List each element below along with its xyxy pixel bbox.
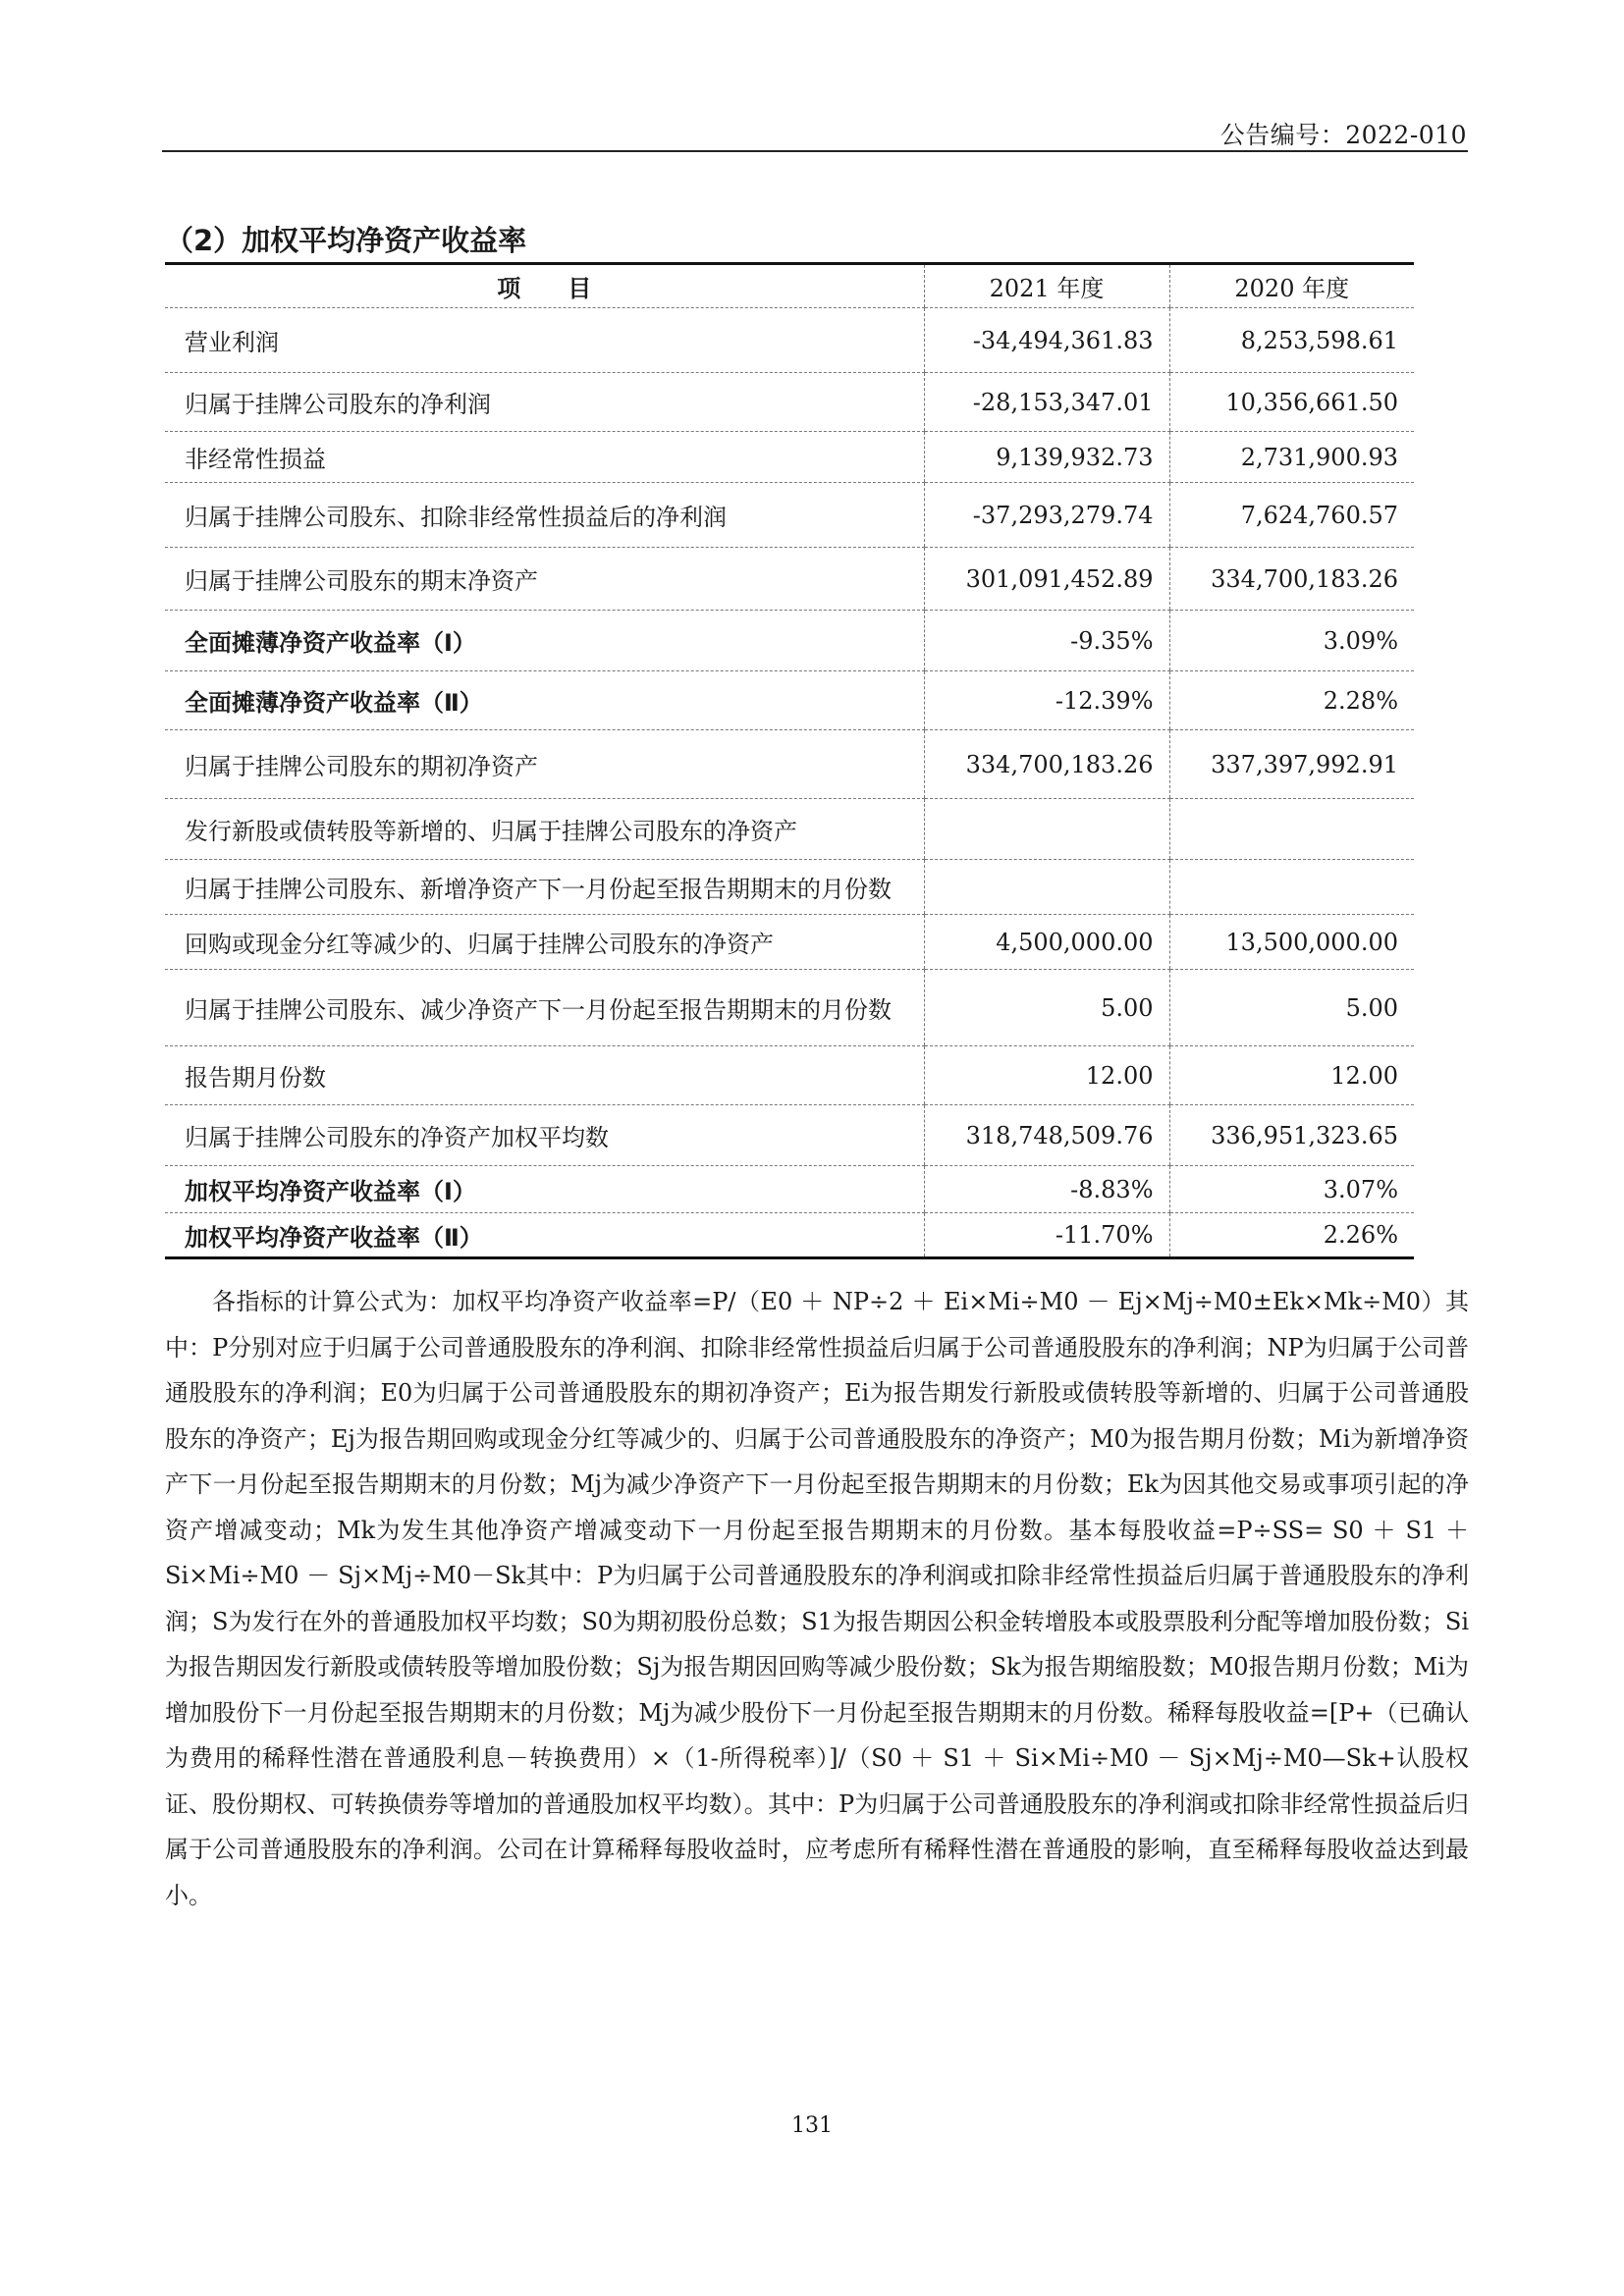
value-2021: 301,091,452.89 (924, 548, 1169, 611)
value-2020: 10,356,661.50 (1169, 373, 1414, 432)
value-2021: 4,500,000.00 (924, 915, 1169, 970)
table-row (165, 915, 1414, 970)
table-row (165, 970, 1414, 1046)
row-label: 加权平均净资产收益率（Ⅱ） (165, 1213, 924, 1258)
value-2021 (924, 799, 1169, 860)
header-item: 项 目 (165, 264, 924, 308)
value-2021: -8.83% (924, 1166, 1169, 1213)
table-row (165, 432, 1414, 483)
value-2020: 336,951,323.65 (1169, 1105, 1414, 1166)
value-2020 (1169, 860, 1414, 915)
value-2021: 334,700,183.26 (924, 730, 1169, 799)
value-2021: 9,139,932.73 (924, 432, 1169, 483)
table-row (165, 1046, 1414, 1105)
table-row (165, 1166, 1414, 1213)
value-2021: 12.00 (924, 1046, 1169, 1105)
row-label: 全面摊薄净资产收益率（Ⅰ） (165, 611, 924, 671)
row-label: 全面摊薄净资产收益率（Ⅱ） (165, 671, 924, 730)
row-label: 营业利润 (165, 308, 924, 373)
row-label: 加权平均净资产收益率（Ⅰ） (165, 1166, 924, 1213)
table-row (165, 483, 1414, 548)
announcement-number: 公告编号：2022-010 (1219, 121, 1467, 149)
value-2020: 334,700,183.26 (1169, 548, 1414, 611)
row-label: 非经常性损益 (165, 432, 924, 483)
table-row (165, 730, 1414, 799)
row-label: 报告期月份数 (165, 1046, 924, 1105)
value-2021: -34,494,361.83 (924, 308, 1169, 373)
value-2020 (1169, 799, 1414, 860)
row-label: 回购或现金分红等减少的、归属于挂牌公司股东的净资产 (165, 915, 924, 970)
header-2020: 2020 年度 (1169, 264, 1414, 308)
value-2020: 13,500,000.00 (1169, 915, 1414, 970)
value-2020: 7,624,760.57 (1169, 483, 1414, 548)
value-2020: 3.07% (1169, 1166, 1414, 1213)
row-label: 归属于挂牌公司股东的净资产加权平均数 (165, 1105, 924, 1166)
value-2021: 318,748,509.76 (924, 1105, 1169, 1166)
value-2020: 2,731,900.93 (1169, 432, 1414, 483)
value-2020: 3.09% (1169, 611, 1414, 671)
value-2021 (924, 860, 1169, 915)
row-label: 归属于挂牌公司股东的期末净资产 (165, 548, 924, 611)
table-row (165, 1105, 1414, 1166)
value-2020: 337,397,992.91 (1169, 730, 1414, 799)
table-row (165, 799, 1414, 860)
value-2020: 2.28% (1169, 671, 1414, 730)
formula-notes: 各指标的计算公式为：加权平均净资产收益率=P/（E0 ＋ NP÷2 ＋ Ei×Mi÷M0 － Ej×Mj÷M0±Ek×Mk÷M0）其中：P分别对应于归属于公司普通股股东的净利润、扣除非经常性损益后归属于公司普通股股东的净利润；NP为归属于公司普通股股东的净利润；E0为归属于公司普通股股东的期初净资产；Ei为报告期发行新股或债转股等新增的、归属于公司普通股股东的净资产；Ej为报告期回购或现金分红等减少的、归属于公司普通股股东的净资产；M0为报告期月份数；Mi为新增净资产下一月份起至报告期期末的月份数；Mj为减少净资产下一月份起至报告期期末的月份数；Ek为因其他交易或事项引起的净资产增减变动；Mk为发生其他净资产增减变动下一月份起至报告期期末的月份数。基本每股收益=P÷SS= S0 ＋ S1 ＋ Si×Mi÷M0 － Sj×Mj÷M0－Sk其中：P为归属于公司普通股股东的净利润或扣除非经常性损益后归属于普通股股东的净利润；S为发行在外的普通股加权平均数；S0为期初股份总数；S1为报告期因公积金转增股本或股票股利分配等增加股份数；Si为报告期因发行新股或债转股等增加股份数；Sj为报告期因回购等减少股份数；Sk为报告期缩股数；M0报告期月份数；Mi为增加股份下一月份起至报告期期末的月份数；Mj为减少股份下一月份起至报告期期末的月份数。稀释每股收益=[P+（已确认为费用的稀释性潜在普通股利息－转换费用）×（1-所得税率）]/（S0 ＋ S1 ＋ Si×Mi÷M0 － Sj×Mj÷M0—Sk+认股权证、股份期权、可转换债券等增加的普通股加权平均数）。其中：P为归属于公司普通股股东的净利润或扣除非经常性损益后归属于公司普通股股东的净利润。公司在计算稀释每股收益时，应考虑所有稀释性潜在普通股的影响，直至稀释每股收益达到最小。 (165, 1288, 1469, 1909)
table-row (165, 860, 1414, 915)
table-header-row (165, 264, 1414, 308)
table-row (165, 1213, 1414, 1258)
page-number: 131 (791, 2113, 833, 2138)
value-2021: -12.39% (924, 671, 1169, 730)
value-2021: -28,153,347.01 (924, 373, 1169, 432)
value-2021: -9.35% (924, 611, 1169, 671)
row-label: 归属于挂牌公司股东、扣除非经常性损益后的净利润 (165, 483, 924, 548)
value-2021: -11.70% (924, 1213, 1169, 1258)
table-row (165, 373, 1414, 432)
header-2021: 2021 年度 (924, 264, 1169, 308)
value-2021: -37,293,279.74 (924, 483, 1169, 548)
table-row (165, 548, 1414, 611)
value-2020: 5.00 (1169, 970, 1414, 1046)
table-row (165, 671, 1414, 730)
table-row (165, 611, 1414, 671)
row-label: 归属于挂牌公司股东、新增净资产下一月份起至报告期期末的月份数 (165, 860, 924, 915)
header-divider (162, 150, 1468, 152)
value-2020: 8,253,598.61 (1169, 308, 1414, 373)
row-label: 归属于挂牌公司股东的净利润 (165, 373, 924, 432)
row-label: 归属于挂牌公司股东、减少净资产下一月份起至报告期期末的月份数 (165, 970, 924, 1046)
value-2020: 12.00 (1169, 1046, 1414, 1105)
row-label: 发行新股或债转股等新增的、归属于挂牌公司股东的净资产 (165, 799, 924, 860)
row-label: 归属于挂牌公司股东的期初净资产 (165, 730, 924, 799)
table-row (165, 308, 1414, 373)
section-title: （2）加权平均净资产收益率 (165, 224, 527, 257)
value-2021: 5.00 (924, 970, 1169, 1046)
value-2020: 2.26% (1169, 1213, 1414, 1258)
roe-table (165, 262, 1414, 1259)
